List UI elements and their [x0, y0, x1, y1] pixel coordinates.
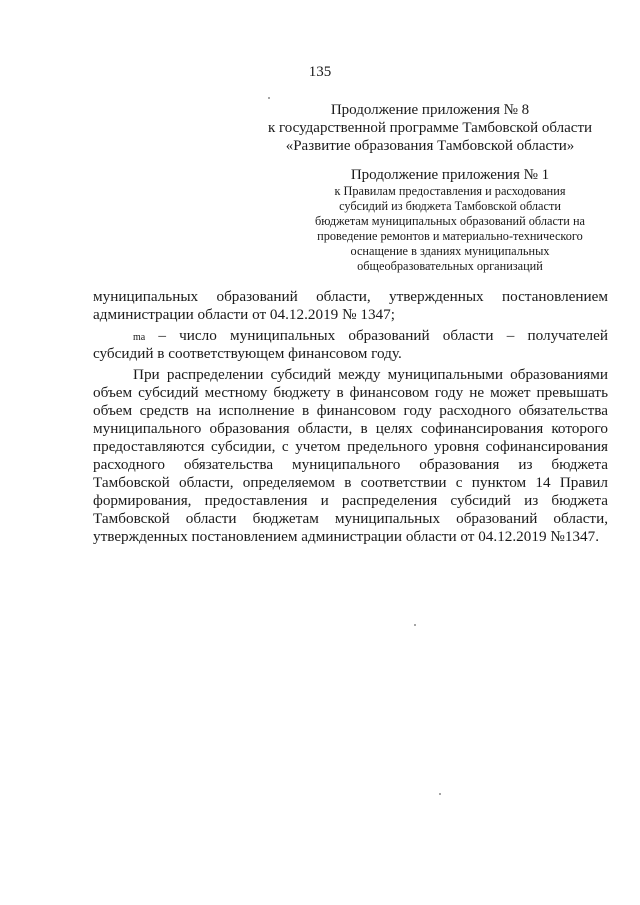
body-text — [93, 288, 608, 546]
appendix-1-header — [290, 166, 610, 274]
paragraph-line: объем средств на исполнение в финансовом году расходного обязательства — [93, 402, 608, 419]
appendix-8-header — [250, 101, 610, 155]
paragraph-line: муниципальных образований области, утвержденных постановлением — [93, 288, 608, 305]
scan-speck — [268, 97, 270, 99]
appendix-1-title: Продолжение приложения № 1 — [350, 167, 550, 183]
paragraph-line: администрации области от 04.12.2019 № 1347; — [93, 306, 395, 323]
appendix-1-line: субсидий из бюджета Тамбовской области — [339, 199, 561, 213]
page-number: 135 — [308, 64, 332, 80]
appendix-1-line: оснащение в зданиях муниципальных — [350, 244, 550, 258]
paragraph-line: Тамбовской области бюджетам муниципальных образований области, — [93, 510, 608, 527]
appendix-8-line: к государственной программе Тамбовской области — [267, 120, 593, 136]
paragraph-line: муниципального образования области, в целях софинансирования которого — [93, 420, 608, 437]
paragraph-line: субсидий в соответствующем финансовом году. — [93, 345, 402, 362]
appendix-1-line: общеобразовательных организаций — [357, 259, 543, 273]
appendix-1-line: бюджетам муниципальных образований области на — [315, 214, 585, 228]
appendix-1-line: проведение ремонтов и материально-технического — [317, 229, 583, 243]
appendix-8-line: Продолжение приложения № 8 — [330, 102, 530, 118]
paragraph-line: объем субсидий местному бюджету в финансовом году не может превышать — [93, 384, 608, 401]
paragraph-line: При распределении субсидий между муниципальными образованиями — [133, 366, 608, 383]
appendix-8-line: «Развитие образования Тамбовской области» — [285, 138, 575, 154]
paragraph-line: расходного обязательства муниципального образования из бюджета — [93, 456, 608, 473]
appendix-1-line: к Правилам предоставления и расходования — [334, 184, 566, 198]
paragraph-line: утвержденных постановлением администрации области от 04.12.2019 №1347. — [93, 528, 600, 545]
paragraph-line-text: – число муниципальных образований области – получателей — [145, 327, 608, 344]
paragraph-line: предоставляются субсидии, с учетом предельного уровня софинансирования — [93, 438, 608, 455]
paragraph-line — [93, 327, 608, 345]
paragraph-line: формирования, предоставления и распределения субсидий из бюджета — [93, 492, 608, 509]
scan-speck — [414, 624, 416, 626]
symbol-ma: ma — [133, 332, 146, 343]
scan-speck — [439, 793, 441, 795]
paragraph-line: Тамбовской области, определяемом в соответствии с пунктом 14 Правил — [93, 474, 608, 491]
